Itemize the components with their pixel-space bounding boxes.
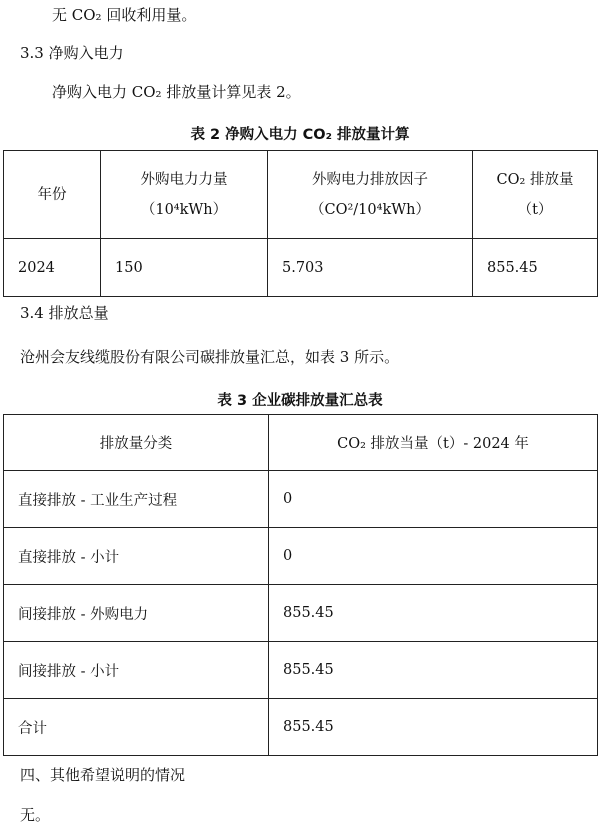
table3-cell-value: 855.45 xyxy=(269,699,598,756)
table2-header-co2 xyxy=(473,151,598,239)
table3-header-category: 排放量分类 xyxy=(4,415,269,471)
table3-cell-value: 855.45 xyxy=(269,642,598,699)
table3-cell-category: 直接排放 - 小计 xyxy=(4,528,269,585)
paragraph-3-4: 沧州会友线缆股份有限公司碳排放量汇总，如表 3 所示。 xyxy=(20,348,400,366)
header-text: CO₂ 排放量 xyxy=(496,171,574,188)
header-text: 年份 xyxy=(37,186,67,203)
table3-header-row xyxy=(4,415,598,471)
table2-cell-factor: 5.703 xyxy=(268,239,473,297)
table3-cell-category: 合计 xyxy=(4,699,269,756)
paragraph-3-3: 净购入电力 CO₂ 排放量计算见表 2。 xyxy=(52,83,301,101)
table2-cell-year: 2024 xyxy=(4,239,101,297)
table3-cell-category: 直接排放 - 工业生产过程 xyxy=(4,471,269,528)
table2 xyxy=(3,150,598,297)
table3-cell-category: 间接排放 - 小计 xyxy=(4,642,269,699)
table2-header-year xyxy=(4,151,101,239)
table-row xyxy=(4,471,598,528)
table-row xyxy=(4,239,598,297)
table3-caption: 表 3 企业碳排放量汇总表 xyxy=(217,393,383,409)
table3-cell-value: 0 xyxy=(269,528,598,585)
table2-cell-co2: 855.45 xyxy=(473,239,598,297)
header-unit: （t） xyxy=(517,201,553,218)
section-heading-3-3: 3.3 净购入电力 xyxy=(20,44,124,62)
intro-line: 无 CO₂ 回收利用量。 xyxy=(52,6,197,24)
table2-header-emission-factor xyxy=(268,151,473,239)
table3-cell-value: 0 xyxy=(269,471,598,528)
table3-header-co2: CO₂ 排放当量（t）- 2024 年 xyxy=(269,415,598,471)
table2-header-row xyxy=(4,151,598,239)
table2-header-purchased-power xyxy=(101,151,268,239)
header-unit: （10⁴kWh） xyxy=(140,201,228,218)
table-row xyxy=(4,528,598,585)
header-text: 外购电力力量 xyxy=(140,171,228,188)
header-unit: （CO²/10⁴kWh） xyxy=(310,201,430,218)
table3 xyxy=(3,414,598,756)
section-heading-3-4: 3.4 排放总量 xyxy=(20,304,109,322)
table3-cell-value: 855.45 xyxy=(269,585,598,642)
table2-caption: 表 2 净购入电力 CO₂ 排放量计算 xyxy=(190,127,410,143)
table3-cell-category: 间接排放 - 外购电力 xyxy=(4,585,269,642)
table2-cell-power: 150 xyxy=(101,239,268,297)
paragraph-4: 无。 xyxy=(20,806,51,824)
table-row xyxy=(4,699,598,756)
table-row xyxy=(4,642,598,699)
header-text: 外购电力排放因子 xyxy=(312,171,428,188)
section-heading-4: 四、其他希望说明的情况 xyxy=(20,766,186,784)
table-row xyxy=(4,585,598,642)
